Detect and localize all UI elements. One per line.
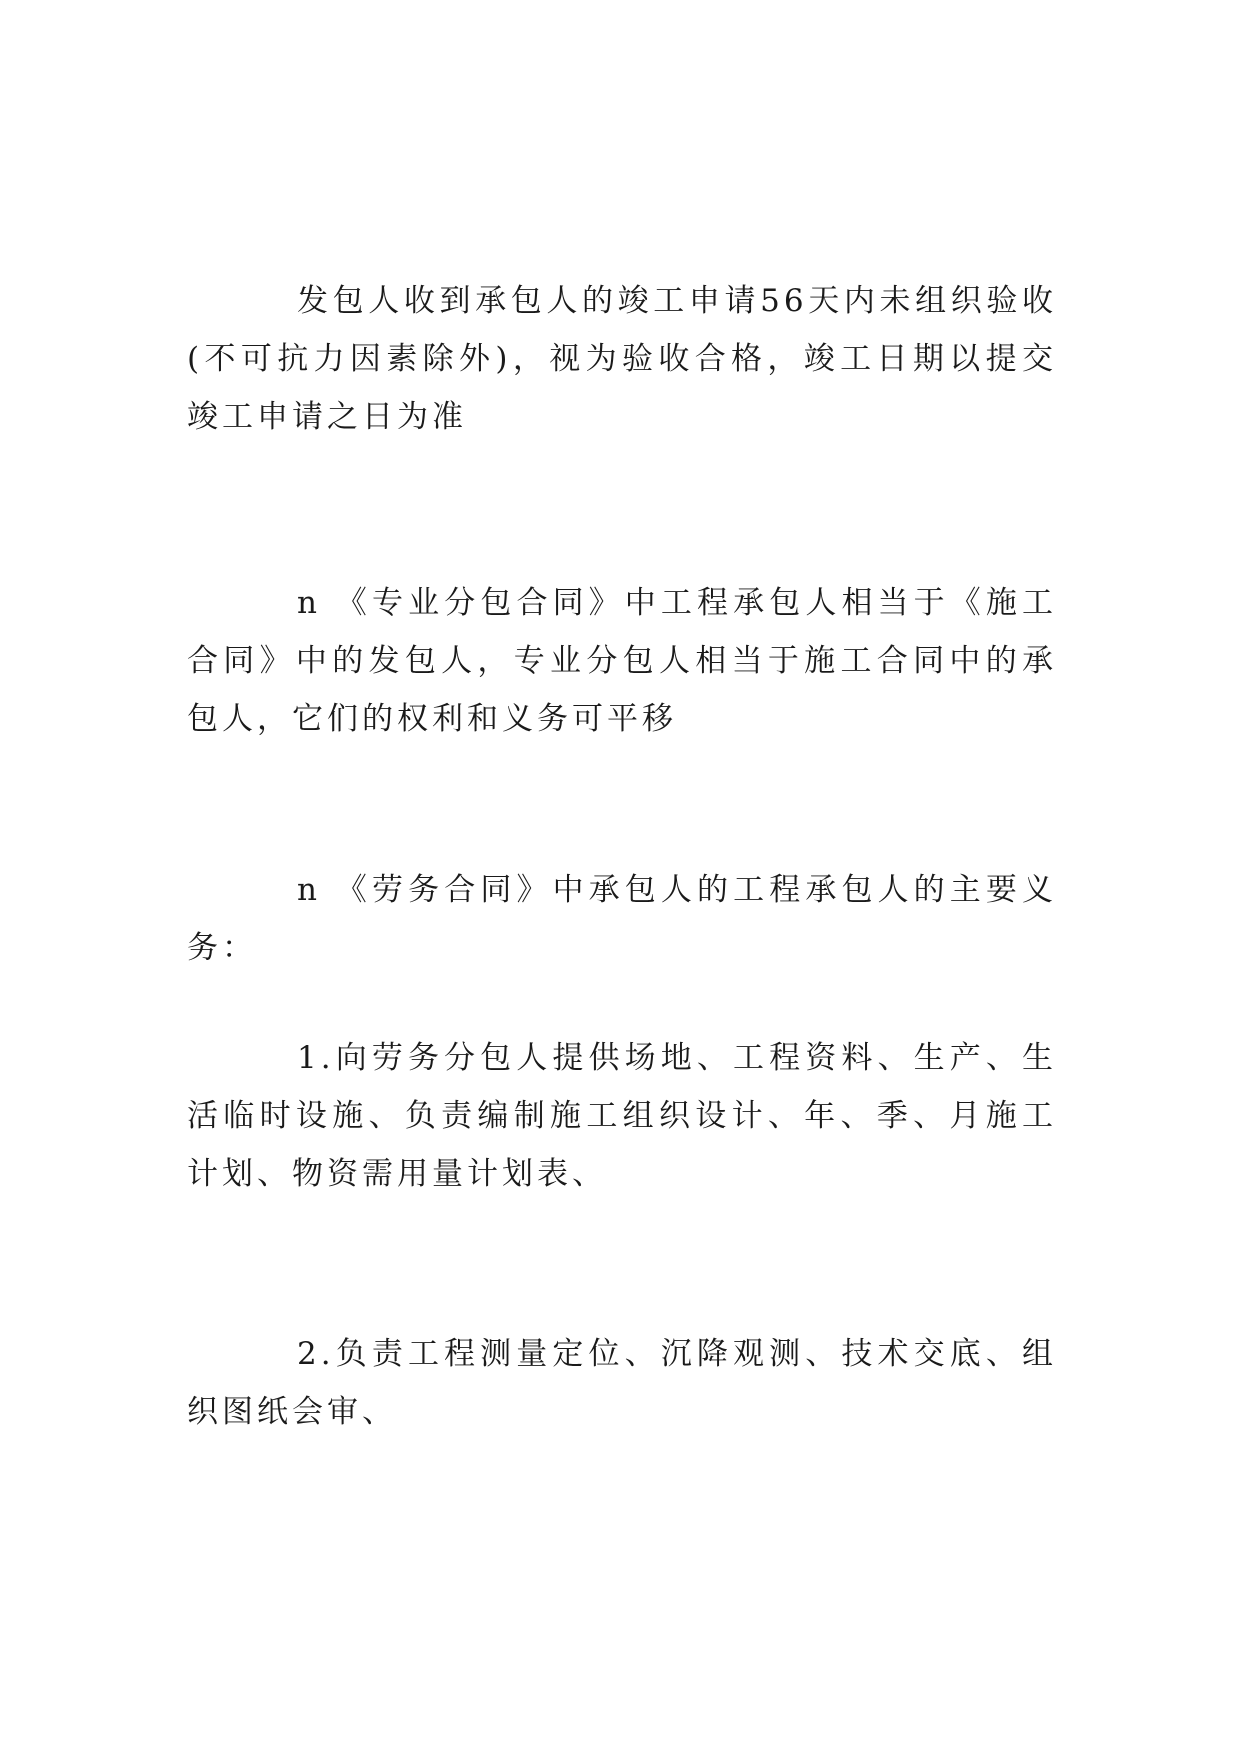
paragraph-professional-subcontract: n 《专业分包合同》中工程承包人相当于《施工合同》中的发包人，专业分包人相当于施工合同中的承包人，它们的权利和义务可平移 [187, 585, 1057, 737]
paragraph-completion-acceptance: 发包人收到承包人的竣工申请56天内未组织验收(不可抗力因素除外)，视为验收合格，竣工日期以提交竣工申请之日为准 [187, 283, 1057, 435]
paragraph-labor-contract-heading: n 《劳务合同》中承包人的工程承包人的主要义务： [187, 872, 1057, 966]
paragraph-obligation-2: 2.负责工程测量定位、沉降观测、技术交底、组织图纸会审、 [187, 1336, 1057, 1430]
paragraph-obligation-1: 1.向劳务分包人提供场地、工程资料、生产、生活临时设施、负责编制施工组织设计、年、季、月施工计划、物资需用量计划表、 [187, 1040, 1057, 1192]
